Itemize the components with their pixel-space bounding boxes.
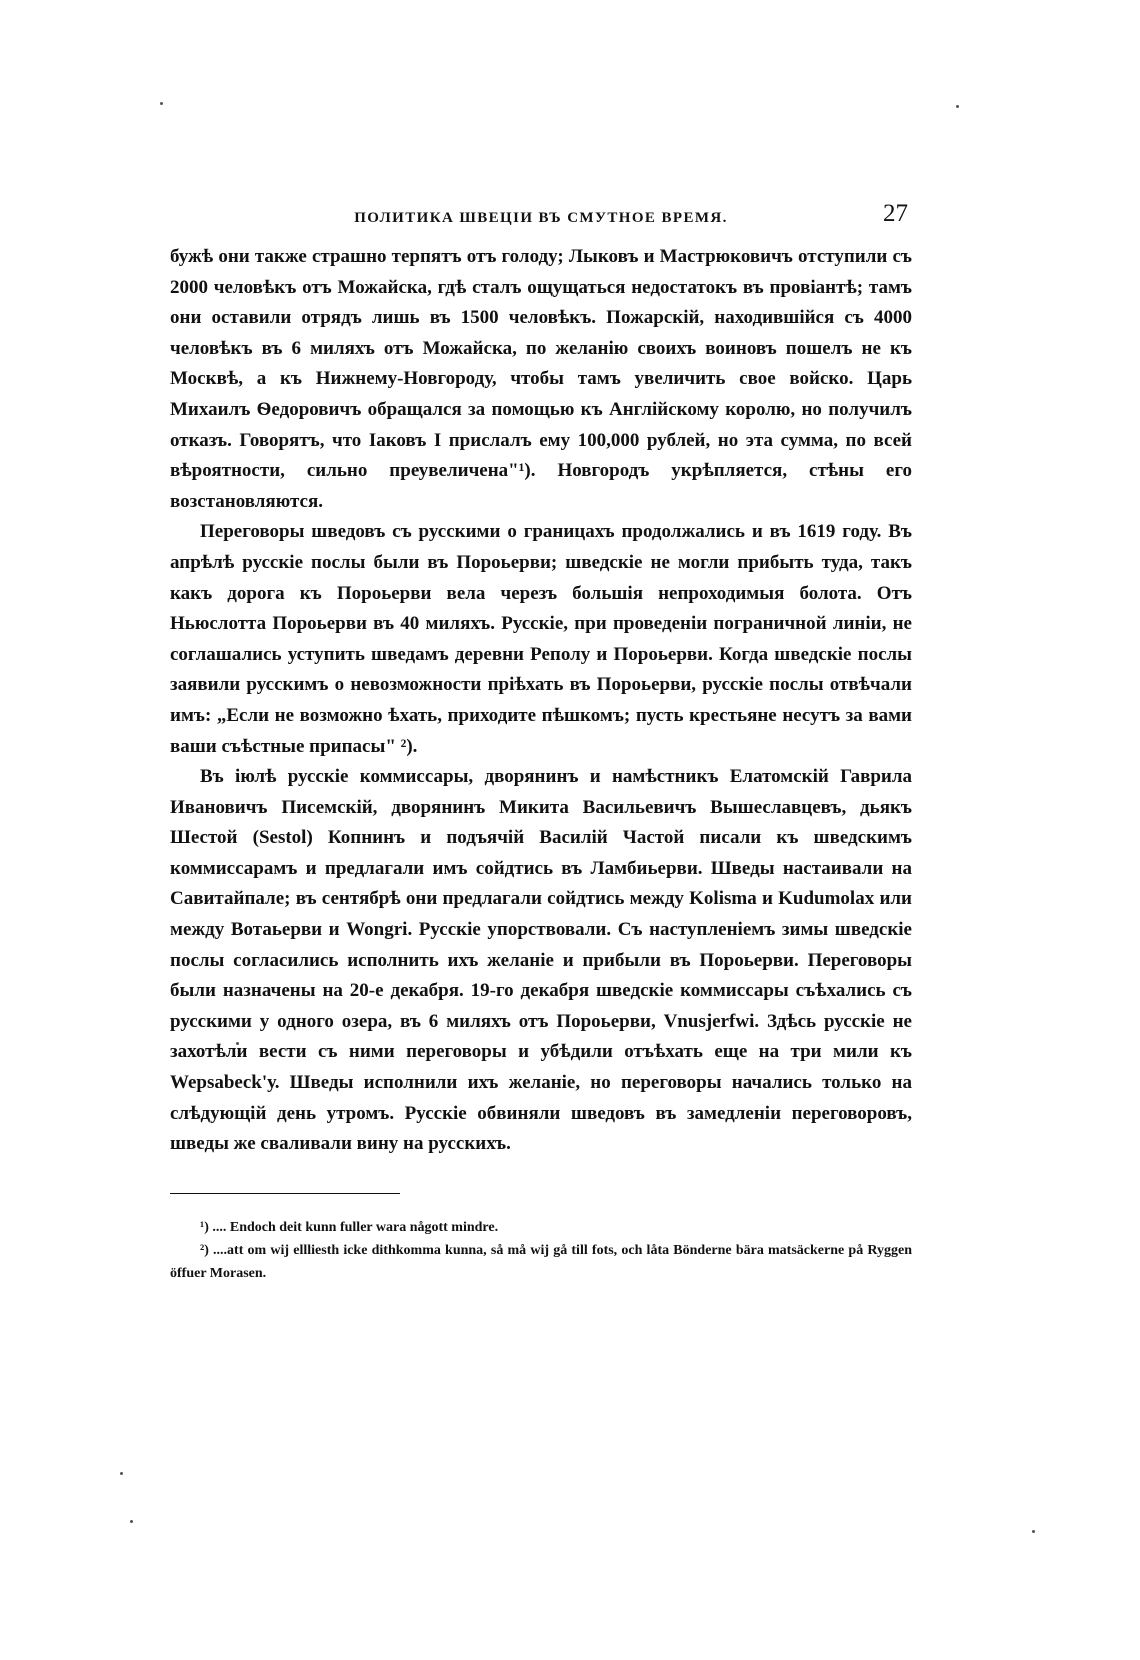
running-title: ПОЛИТИКА ШВЕЦІИ ВЪ СМУТНОЕ ВРЕМЯ. <box>354 210 728 226</box>
scan-speck <box>120 1472 123 1475</box>
scan-speck <box>956 105 959 108</box>
footnotes <box>170 1216 912 1285</box>
running-head <box>170 198 912 234</box>
footnote-2: ²) ....att om wij ellliesth icke dithkomma kunna, så må wij gå till fots, och låta Bönderne bära matsäckerne på Ryggen öffuer Morasen. <box>170 1242 912 1281</box>
book-page <box>170 198 912 1285</box>
page-number: 27 <box>883 200 908 227</box>
scan-speck <box>130 1520 133 1523</box>
paragraph-continued: бужѣ они также страшно терпятъ отъ голоду; Лыковъ и Мастрюковичъ отступили съ 2000 человѣкъ отъ Можайска, гдѣ сталъ ощущаться недостатокъ въ провіантѣ; тамъ они оставили отрядъ лишь въ 1500 человѣкъ. Пожарскій, находившійся съ 4000 человѣкъ въ 6 миляхъ отъ Можайска, по желанію своихъ воиновъ пошелъ не къ Москвѣ, а къ Нижнему-Новгороду, чтобы тамъ увеличить свое войско. Царь Михаилъ Ѳедоровичъ обращался за помощью къ Англійскому королю, но получилъ отказъ. Говорятъ, что Іаковъ I прислалъ ему 100,000 рублей, но эта сумма, по всей вѣроятности, сильно преувеличена"¹). Новгородъ укрѣпляется, стѣны его возстановляются. <box>170 246 912 512</box>
footnote-rule <box>170 1193 400 1194</box>
paragraph-july-commissioners: Въ іюлѣ русскіе коммиссары, дворянинъ и намѣстникъ Елатомскій Гаврила Ивановичъ Писемскій, дворянинъ Микита Васильевичъ Вышеславцевъ, дьякъ Шестой (Sestol) Копнинъ и подъячій Василій Частой писали къ шведскимъ коммиссарамъ и предлагали имъ сойдтись въ Ламбиьерви. Шведы настаивали на Савитайпале; въ сентябрѣ они предлагали сойдтись между Kolisma и Kudumolax или между Вотаьерви и Wongri. Русскіе упорствовали. Съ наступленіемъ зимы шведскіе послы согласились исполнить ихъ желаніе и прибыли въ Пороьерви. Переговоры были назначены на 20-е декабря. 19-го декабря шведскіе коммиссары съѣхались съ русскими у одного озера, въ 6 миляхъ отъ Пороьерви, Vnusjerfwi. Здѣсь русскіе не захотѣли вести съ ними переговоры и убѣдили отъѣхать еще на три мили къ Wepsabeck'у. Шведы исполнили ихъ желаніе, но переговоры начались только на слѣдующій день утромъ. Русскіе обвиняли шведовъ въ замедленіи переговоровъ, шведы же сваливали вину на русскихъ. <box>170 766 912 1155</box>
scan-speck <box>160 102 163 105</box>
paragraph-negotiations-1619: Переговоры шведовъ съ русскими о границахъ продолжались и въ 1619 году. Въ апрѣлѣ русскіе послы были въ Пороьерви; шведскіе не могли прибыть туда, такъ какъ дорога къ Пороьерви вела черезъ большія непроходимыя болота. Отъ Ньюслотта Пороьерви въ 40 миляхъ. Русскіе, при проведеніи пограничной линіи, не соглашались уступить шведамъ деревни Реполу и Пороьерви. Когда шведскіе послы заявили русскимъ о невозможности пріѣхать въ Пороьерви, русскіе послы отвѣчали имъ: „Если не возможно ѣхать, приходите пѣшкомъ; пусть крестьяне несутъ за вами ваши съѣстные припасы" ²). <box>170 521 912 757</box>
scan-speck <box>1032 1530 1035 1533</box>
body-text <box>170 242 912 1160</box>
footnote-1: ¹) .... Endoch deit kunn fuller wara någott mindre. <box>200 1219 499 1235</box>
